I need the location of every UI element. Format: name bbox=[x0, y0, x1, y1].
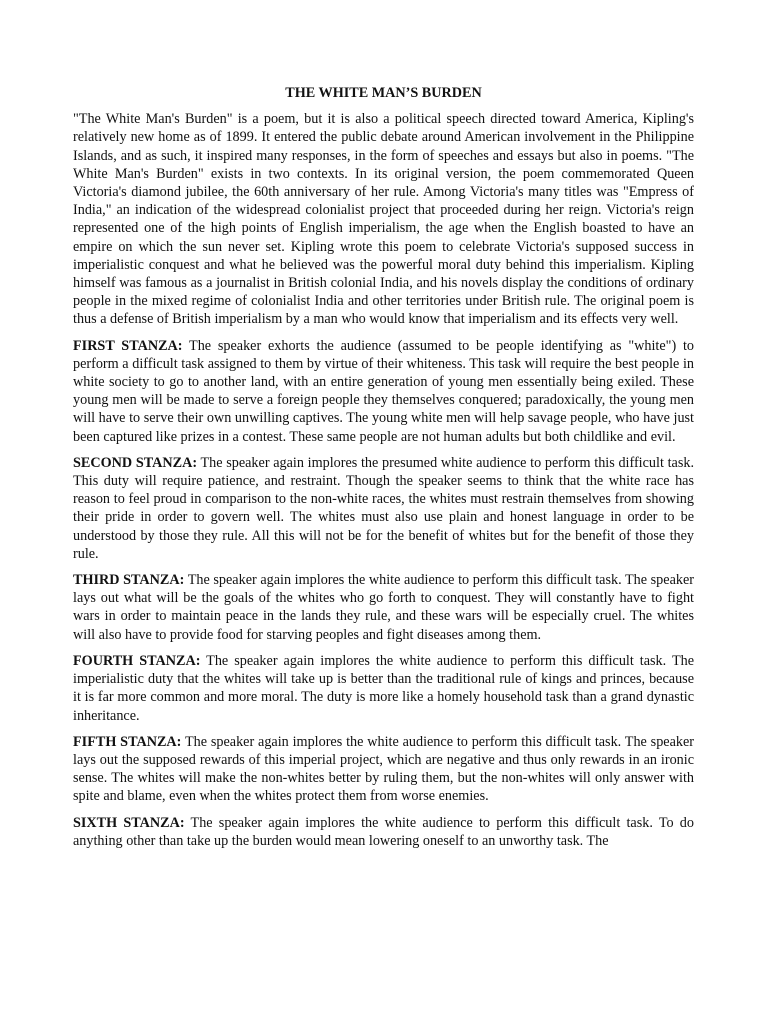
stanza-heading-fifth: FIFTH STANZA: bbox=[73, 733, 182, 750]
stanza-text-first: The speaker exhorts the audience (assumed to be people identifying as "white") to perform a difficult task assigned to them by virtue of their whiteness. This task will require the best people in white society to go to another land, with an entire generation of young men essentially being exiled. These young men will be made to serve a foreign people they themselves conquered; paradoxically, the young men will have to serve their own unwilling captives. The young white men will help savage people, who have just been captured like prizes in a contest. These same people are not human adults but both childlike and evil. bbox=[73, 337, 694, 445]
stanza-paragraph-first bbox=[73, 337, 694, 446]
document-page bbox=[73, 84, 694, 858]
document-title: THE WHITE MAN’S BURDEN bbox=[285, 85, 482, 101]
stanza-paragraph-sixth bbox=[73, 814, 694, 850]
stanza-text-second: The speaker again implores the presumed white audience to perform this difficult task. This duty will require patience, and restraint. Though the speaker seems to think that the white race has reason to feel proud in comparison to the non-white races, the whites must restrain themselves from showing their pride in order to govern well. The whites must also use plain and honest language in order to be understood by those they rule. All this will not be for the benefit of whites but for the benefit of those they rule. bbox=[73, 454, 694, 562]
stanza-text-third: The speaker again implores the white audience to perform this difficult task. The speaker lays out what will be the goals of the whites who go forth to conquest. They will constantly have to fight wars in order to maintain peace in the lands they rule, and these wars will be especially cruel. The whites will also have to provide food for starving peoples and fight diseases among them. bbox=[73, 572, 694, 643]
stanza-heading-fourth: FOURTH STANZA: bbox=[73, 652, 201, 669]
stanza-text-fourth: The speaker again implores the white audience to perform this difficult task. The imperialistic duty that the whites will take up is better than the traditional rule of kings and princes, because it is far more common and more moral. The duty is more like a homely household task than a grand dynastic inheritance. bbox=[73, 652, 694, 724]
stanza-paragraph-fourth bbox=[73, 652, 694, 725]
stanza-heading-sixth: SIXTH STANZA: bbox=[73, 814, 185, 831]
stanza-heading-first: FIRST STANZA: bbox=[73, 337, 183, 354]
stanza-text-fifth: The speaker again implores the white audience to perform this difficult task. The speaker lays out the supposed rewards of this imperial project, which are negative and thus only rewards in an ironic sense. The whites will make the non-whites better by ruling them, but the non-whites will only answer with spite and blame, even when the whites protect them from worse enemies. bbox=[73, 733, 695, 805]
stanza-heading-second: SECOND STANZA: bbox=[73, 454, 198, 471]
stanza-paragraph-third bbox=[73, 571, 694, 644]
stanza-text-sixth: The speaker again implores the white audience to perform this difficult task. To do anything other than take up the burden would mean lowering oneself to an unworthy task. The bbox=[73, 814, 694, 849]
stanza-heading-third: THIRD STANZA: bbox=[73, 572, 185, 589]
stanza-paragraph-second bbox=[73, 454, 694, 563]
intro-paragraph: "The White Man's Burden" is a poem, but it is also a political speech directed toward America, Kipling's relatively new home as of 1899. It entered the public debate around American involvement in the Philippine Islands, and as such, it inspired many responses, in the form of speeches and essays but also in poems. "The White Man's Burden" exists in two contexts. In its original version, the poem commemorated Queen Victoria's diamond jubilee, the 60th anniversary of her rule. Among Victoria's many titles was "Empress of India," an indication of the widespread colonialist project that proceeded during her reign. Victoria's reign represented one of the high points of English imperialism, the age when the English boasted to have an empire on which the sun never set. Kipling wrote this poem to celebrate Victoria's supposed success in imperialistic conquest and what he believed was the powerful moral duty behind this imperialism. Kipling himself was famous as a journalist in British colonial India, and his novels display the conditions of ordinary people in the mixed regime of colonialist India and other territories under British rule. The original poem is thus a defense of British imperialism by a man who would know that imperialism and its effects very well. bbox=[73, 111, 694, 328]
stanza-paragraph-fifth bbox=[73, 733, 694, 806]
